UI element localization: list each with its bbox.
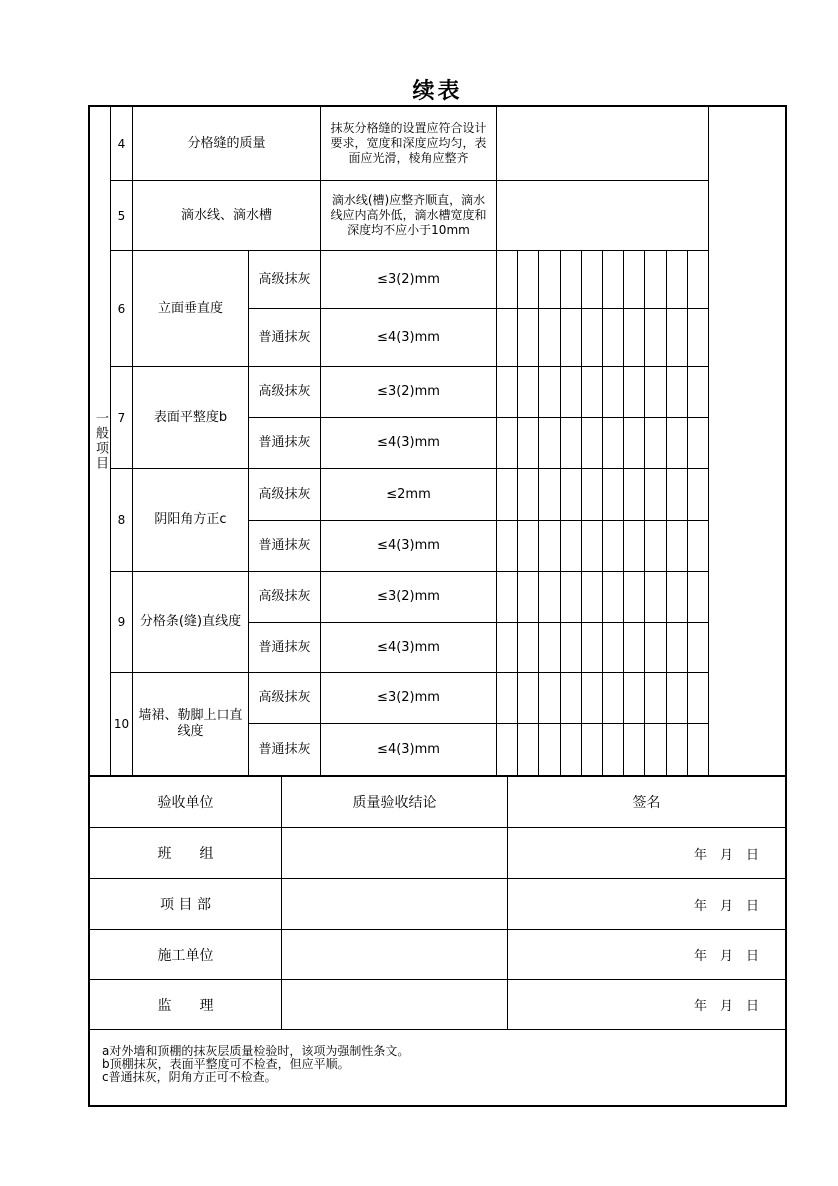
conclusion-cell-empty — [282, 828, 508, 879]
measure-cell-empty — [561, 572, 582, 622]
date-placeholder: 年 月 日 — [508, 879, 785, 930]
item-name: 墙裙、勒脚上口直线度 — [133, 673, 249, 775]
measure-cell-empty — [497, 418, 518, 468]
grade-label: 高级抹灰 — [249, 572, 321, 623]
row-number: 5 — [111, 181, 133, 251]
measure-cell-empty — [518, 521, 539, 571]
measure-cell-empty — [603, 309, 624, 366]
measure-cell-empty — [603, 724, 624, 775]
measure-cell-empty — [518, 251, 539, 308]
measure-cell-empty — [582, 673, 603, 723]
conclusion-cell-empty — [282, 980, 508, 1030]
measure-cell-empty — [667, 251, 688, 308]
tolerance-value: ≤3(2)mm — [321, 673, 497, 724]
measure-cell-empty — [667, 673, 688, 723]
row-number: 8 — [111, 469, 133, 572]
date-placeholder: 年 月 日 — [508, 828, 785, 879]
row-number: 6 — [111, 251, 133, 367]
measure-grid — [497, 724, 709, 775]
measure-cell-empty — [624, 724, 645, 775]
main-table — [88, 105, 787, 777]
measure-cell-empty — [518, 367, 539, 417]
measure-cell-empty — [539, 418, 560, 468]
measure-cell-empty — [561, 623, 582, 672]
column-header: 签名 — [508, 777, 785, 828]
measure-cell-empty — [688, 418, 708, 468]
measure-cell-empty — [645, 623, 666, 672]
measure-cell-empty — [624, 309, 645, 366]
measure-cell-empty — [582, 309, 603, 366]
tolerance-value: ≤4(3)mm — [321, 418, 497, 469]
measure-cell-empty — [497, 724, 518, 775]
grade-label: 普通抹灰 — [249, 418, 321, 469]
measure-cell-empty — [688, 572, 708, 622]
measure-cell-empty — [645, 673, 666, 723]
measure-grid — [497, 469, 709, 521]
section-label: 一般项目 — [93, 411, 108, 471]
column-header: 验收单位 — [90, 777, 282, 828]
tolerance-value: ≤4(3)mm — [321, 521, 497, 572]
measure-cell-empty — [518, 673, 539, 723]
measure-cell-empty — [497, 367, 518, 417]
measure-cell-empty — [539, 367, 560, 417]
grade-label: 高级抹灰 — [249, 251, 321, 309]
measure-cell-empty — [539, 521, 560, 571]
measure-cell-empty — [518, 623, 539, 672]
measure-grid — [497, 309, 709, 367]
measure-cell-empty — [582, 469, 603, 520]
conclusion-cell-empty — [282, 879, 508, 930]
measure-cell-empty — [561, 309, 582, 366]
measure-cell-empty — [561, 521, 582, 571]
tolerance-value: ≤4(3)mm — [321, 309, 497, 367]
result-cell-empty — [497, 181, 709, 251]
measure-cell-empty — [688, 724, 708, 775]
measure-cell-empty — [582, 418, 603, 468]
tolerance-value: ≤4(3)mm — [321, 724, 497, 775]
grade-label: 普通抹灰 — [249, 309, 321, 367]
measure-cell-empty — [497, 623, 518, 672]
measure-grid — [497, 572, 709, 623]
grade-label: 高级抹灰 — [249, 673, 321, 724]
requirement-text: 滴水线(槽)应整齐顺直，滴水线应内高外低，滴水槽宽度和深度均不应小于10mm — [321, 181, 497, 251]
grade-label: 高级抹灰 — [249, 367, 321, 418]
measure-cell-empty — [688, 367, 708, 417]
measure-cell-empty — [688, 309, 708, 366]
measure-cell-empty — [539, 469, 560, 520]
grade-label: 普通抹灰 — [249, 623, 321, 673]
tolerance-value: ≤3(2)mm — [321, 572, 497, 623]
measure-cell-empty — [667, 521, 688, 571]
measure-cell-empty — [561, 724, 582, 775]
item-name: 分格条(缝)直线度 — [133, 572, 249, 673]
measure-cell-empty — [603, 673, 624, 723]
measure-cell-empty — [645, 418, 666, 468]
footnote-a: a对外墙和顶棚的抹灰层质量检验时，该项为强制性条文。 — [102, 1044, 410, 1058]
measure-cell-empty — [497, 469, 518, 520]
measure-cell-empty — [688, 521, 708, 571]
measure-cell-empty — [539, 572, 560, 622]
result-cell-empty — [497, 107, 709, 181]
measure-cell-empty — [582, 572, 603, 622]
measure-cell-empty — [497, 309, 518, 366]
measure-cell-empty — [561, 251, 582, 308]
measure-cell-empty — [624, 572, 645, 622]
measure-cell-empty — [603, 251, 624, 308]
measure-cell-empty — [561, 673, 582, 723]
measure-cell-empty — [603, 469, 624, 520]
item-name: 滴水线、滴水槽 — [133, 181, 321, 251]
row-number: 9 — [111, 572, 133, 673]
tolerance-value: ≤4(3)mm — [321, 623, 497, 673]
measure-cell-empty — [624, 469, 645, 520]
measure-cell-empty — [624, 521, 645, 571]
measure-cell-empty — [688, 673, 708, 723]
measure-cell-empty — [539, 251, 560, 308]
measure-cell-empty — [624, 367, 645, 417]
measure-cell-empty — [667, 724, 688, 775]
requirement-text: 抹灰分格缝的设置应符合设计要求，宽度和深度应均匀，表面应光滑，棱角应整齐 — [321, 107, 497, 181]
unit-label: 班 组 — [90, 828, 282, 879]
measure-cell-empty — [624, 623, 645, 672]
measure-cell-empty — [624, 251, 645, 308]
measure-cell-empty — [624, 673, 645, 723]
tolerance-value: ≤3(2)mm — [321, 251, 497, 309]
measure-cell-empty — [667, 469, 688, 520]
measure-cell-empty — [667, 367, 688, 417]
item-name: 立面垂直度 — [133, 251, 249, 367]
column-header: 质量验收结论 — [282, 777, 508, 828]
measure-cell-empty — [497, 521, 518, 571]
item-name: 阴阳角方正c — [133, 469, 249, 572]
item-name: 分格缝的质量 — [133, 107, 321, 181]
row-number: 10 — [111, 673, 133, 775]
grade-label: 普通抹灰 — [249, 521, 321, 572]
unit-label: 项 目 部 — [90, 879, 282, 930]
measure-cell-empty — [582, 251, 603, 308]
grade-label: 高级抹灰 — [249, 469, 321, 521]
measure-cell-empty — [645, 469, 666, 520]
measure-cell-empty — [561, 367, 582, 417]
measure-cell-empty — [539, 673, 560, 723]
footnotes — [90, 1030, 785, 1105]
measure-cell-empty — [582, 623, 603, 672]
measure-cell-empty — [497, 251, 518, 308]
measure-cell-empty — [688, 623, 708, 672]
tolerance-value: ≤3(2)mm — [321, 367, 497, 418]
measure-grid — [497, 623, 709, 673]
measure-cell-empty — [582, 521, 603, 571]
measure-grid — [497, 418, 709, 469]
measure-grid — [497, 367, 709, 418]
measure-cell-empty — [518, 724, 539, 775]
row-number: 4 — [111, 107, 133, 181]
measure-cell-empty — [603, 521, 624, 571]
footnote-b: b顶棚抹灰，表面平整度可不检查，但应平顺。 — [102, 1057, 350, 1071]
measure-cell-empty — [539, 623, 560, 672]
measure-cell-empty — [688, 469, 708, 520]
item-name: 表面平整度b — [133, 367, 249, 469]
measure-cell-empty — [645, 251, 666, 308]
measure-cell-empty — [667, 418, 688, 468]
measure-cell-empty — [645, 367, 666, 417]
measure-cell-empty — [603, 572, 624, 622]
measure-cell-empty — [518, 418, 539, 468]
page-title: 续表 — [412, 79, 463, 104]
measure-cell-empty — [603, 623, 624, 672]
measure-grid — [497, 251, 709, 309]
remarks-column-empty — [709, 107, 785, 775]
grade-label: 普通抹灰 — [249, 724, 321, 775]
unit-label: 监 理 — [90, 980, 282, 1030]
footnote-c: c普通抹灰，阴角方正可不检查。 — [102, 1070, 277, 1084]
measure-cell-empty — [624, 418, 645, 468]
measure-cell-empty — [667, 623, 688, 672]
measure-cell-empty — [582, 724, 603, 775]
measure-cell-empty — [518, 469, 539, 520]
measure-cell-empty — [603, 367, 624, 417]
row-number: 7 — [111, 367, 133, 469]
measure-cell-empty — [667, 572, 688, 622]
date-placeholder: 年 月 日 — [508, 980, 785, 1030]
measure-grid — [497, 673, 709, 724]
measure-cell-empty — [497, 572, 518, 622]
measure-cell-empty — [539, 724, 560, 775]
tolerance-value: ≤2mm — [321, 469, 497, 521]
measure-cell-empty — [645, 309, 666, 366]
measure-cell-empty — [667, 309, 688, 366]
measure-cell-empty — [497, 673, 518, 723]
measure-cell-empty — [539, 309, 560, 366]
measure-cell-empty — [688, 251, 708, 308]
measure-cell-empty — [645, 572, 666, 622]
measure-cell-empty — [645, 521, 666, 571]
measure-cell-empty — [603, 418, 624, 468]
measure-cell-empty — [582, 367, 603, 417]
measure-cell-empty — [645, 724, 666, 775]
section-label-cell — [90, 107, 111, 775]
date-placeholder: 年 月 日 — [508, 930, 785, 980]
measure-grid — [497, 521, 709, 572]
measure-cell-empty — [561, 469, 582, 520]
acceptance-table — [88, 777, 787, 1107]
unit-label: 施工单位 — [90, 930, 282, 980]
conclusion-cell-empty — [282, 930, 508, 980]
measure-cell-empty — [561, 418, 582, 468]
measure-cell-empty — [518, 572, 539, 622]
measure-cell-empty — [518, 309, 539, 366]
